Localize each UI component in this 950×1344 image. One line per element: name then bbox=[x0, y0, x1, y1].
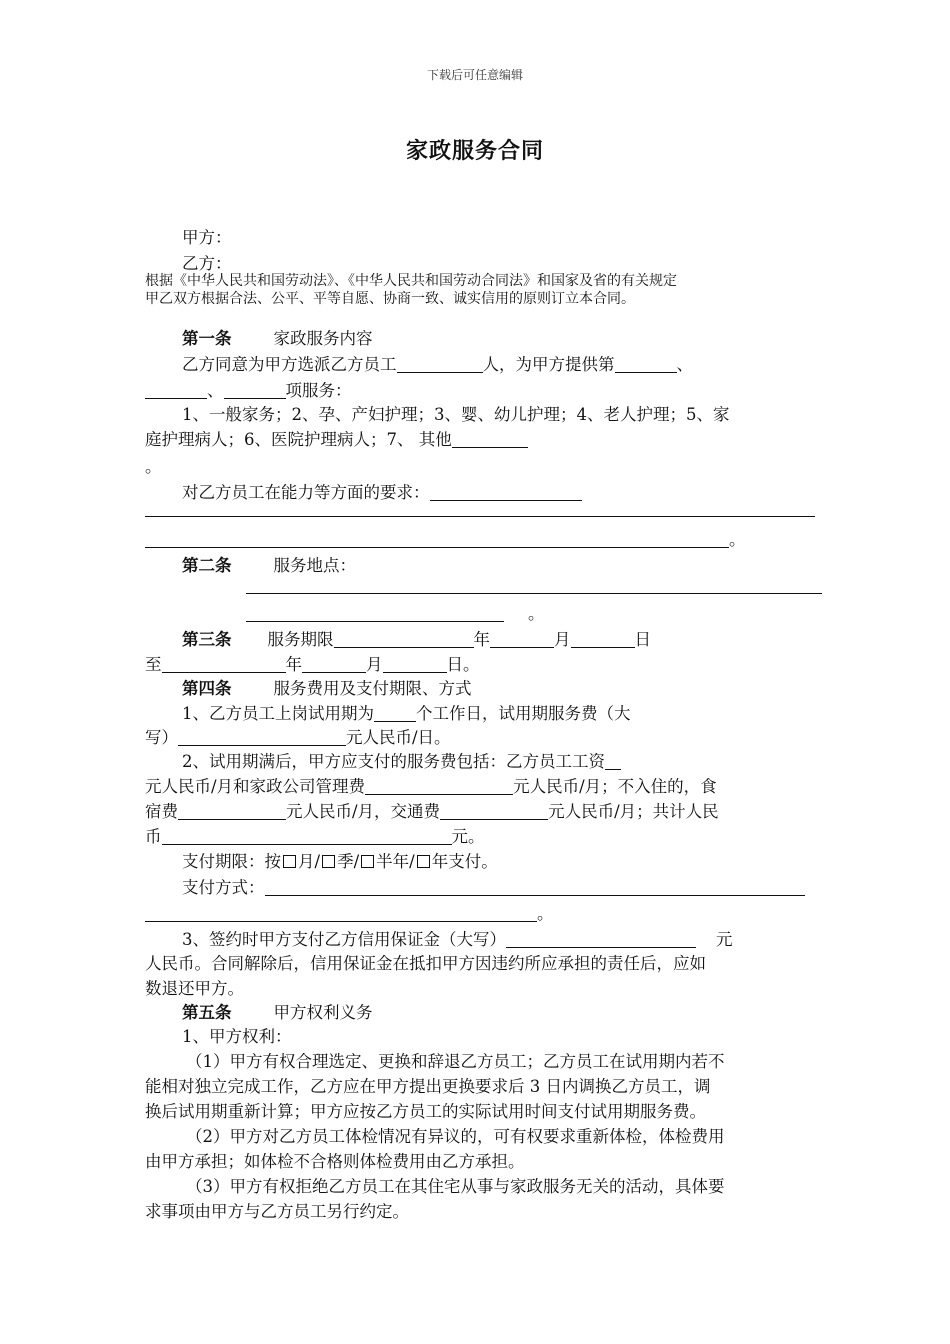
page-title: 家政服务合同 bbox=[405, 138, 544, 164]
article-5-item-1a: （1）甲方有权合理选定、更换和辞退乙方员工；乙方员工在试用期内若不 bbox=[186, 1052, 725, 1071]
location-line-2[interactable] bbox=[246, 604, 504, 622]
article-5-item-3a: （3）甲方有权拒绝乙方员工在其住宅从事与家政服务无关的活动，具体要 bbox=[186, 1177, 725, 1196]
pay-method-line: 支付方式： bbox=[182, 874, 805, 898]
requirements-blank[interactable] bbox=[430, 483, 582, 501]
party-a-line: 甲方： bbox=[182, 228, 232, 247]
management-fee-blank[interactable] bbox=[365, 777, 513, 795]
location-line-1[interactable] bbox=[246, 593, 822, 594]
article-5-item-1c: 换后试用期重新计算；甲方应按乙方员工的实际试用时间支付试用期服务费。 bbox=[145, 1102, 706, 1121]
end-month-blank[interactable] bbox=[302, 655, 366, 673]
article-1-line-1: 乙方同意为甲方选派乙方员工 人，为甲方提供第 、 bbox=[182, 355, 693, 374]
requirements-line-2[interactable] bbox=[145, 530, 729, 548]
quarterly-checkbox[interactable] bbox=[322, 855, 335, 868]
page-header: 下载后可任意编辑 bbox=[426, 68, 523, 82]
article-1-line-2: 、 项服务： bbox=[145, 377, 352, 401]
article-4-line-13: 数退还甲方。 bbox=[145, 979, 244, 998]
article-4-line-3: 2、试用期满后，甲方应支付的服务费包括：乙方员工工资 bbox=[182, 748, 621, 772]
start-year-blank[interactable] bbox=[334, 630, 474, 648]
article-3-title: 第三条 服务期限 年 月 日 bbox=[182, 630, 651, 649]
pay-method-line-2: 。 bbox=[145, 900, 554, 924]
article-4-line-5: 宿费 元人民币/月，交通费 元人民币/月；共计人民 bbox=[145, 802, 719, 821]
party-b-line: 乙方： bbox=[182, 254, 232, 273]
article-4-line-11: 3、签约时甲方支付乙方信用保证金（大写） 元 bbox=[182, 930, 733, 949]
pay-period-line: 支付期限：按 月/ 季/ 半年/ 年支付。 bbox=[182, 852, 498, 871]
trial-fee-blank[interactable] bbox=[178, 728, 346, 746]
article-5-item-2b: 由甲方承担；如体检不合格则体检费用由乙方承担。 bbox=[145, 1152, 525, 1171]
article-1-line-4: 庭护理病人；6、医院护理病人；7、 其他 bbox=[145, 426, 528, 450]
total-fee-blank[interactable] bbox=[162, 827, 452, 845]
article-1-line-6: 对乙方员工在能力等方面的要求： bbox=[182, 479, 582, 503]
requirements-line-1[interactable] bbox=[145, 516, 815, 517]
half-year-checkbox[interactable] bbox=[361, 855, 374, 868]
article-1-heading: 家政服务内容 bbox=[273, 329, 373, 348]
end-day-blank[interactable] bbox=[383, 655, 447, 673]
service-item-blank-2[interactable] bbox=[145, 381, 207, 399]
trial-days-blank[interactable] bbox=[374, 704, 416, 722]
article-5-item-3b: 求事项由甲方与乙方员工另行约定。 bbox=[145, 1202, 409, 1221]
article-4-line-4: 元人民币/月和家政公司管理费 元人民币/月；不入住的，食 bbox=[145, 777, 717, 796]
transport-fee-blank[interactable] bbox=[440, 802, 548, 820]
staff-count-blank[interactable] bbox=[397, 355, 483, 373]
monthly-checkbox[interactable] bbox=[283, 855, 296, 868]
article-1-line-5: 。 bbox=[145, 457, 162, 476]
article-1-line-3: 1、一般家务；2、孕、产妇护理；3、婴、幼儿护理；4、老人护理；5、家 bbox=[182, 405, 730, 424]
wage-blank[interactable] bbox=[605, 752, 621, 770]
article-4-line-2: 写） 元人民币/日。 bbox=[145, 728, 451, 747]
article-3-line-2: 至 年 月 日。 bbox=[145, 655, 480, 674]
start-month-blank[interactable] bbox=[490, 630, 554, 648]
board-fee-blank[interactable] bbox=[178, 802, 286, 820]
other-service-blank[interactable] bbox=[452, 430, 528, 448]
yearly-checkbox[interactable] bbox=[417, 855, 430, 868]
service-item-blank-3[interactable] bbox=[224, 381, 286, 399]
article-4-title: 第四条 服务费用及支付期限、方式 bbox=[182, 679, 472, 698]
article-4-line-6: 币 元。 bbox=[145, 827, 485, 846]
article-2-title: 第二条 服务地点： bbox=[182, 556, 356, 575]
article-5-item-2a: （2）甲方对乙方员工体检情况有异议的，可有权要求重新体检，体检费用 bbox=[186, 1127, 725, 1146]
start-day-blank[interactable] bbox=[571, 630, 635, 648]
article-2-line-2: 。 bbox=[246, 600, 545, 624]
article-5-sub-1: 1、甲方权利： bbox=[182, 1027, 292, 1046]
preamble-line-1: 根据《中华人民共和国劳动法》、《中华人民共和国劳动合同法》和国家及省的有关规定 bbox=[145, 273, 677, 289]
article-1-line-8: 。 bbox=[145, 526, 746, 550]
preamble-line-2: 甲乙双方根据合法、公平、平等自愿、协商一致、诚实信用的原则订立本合同。 bbox=[145, 291, 635, 307]
end-year-blank[interactable] bbox=[162, 655, 286, 673]
article-5-item-1b: 能相对独立完成工作，乙方应在甲方提出更换要求后 3 日内调换乙方员工，调 bbox=[145, 1077, 711, 1096]
deposit-blank[interactable] bbox=[506, 930, 696, 948]
article-4-line-1: 1、乙方员工上岗试用期为 个工作日，试用期服务费（大 bbox=[182, 704, 631, 723]
article-5-title: 第五条 甲方权利义务 bbox=[182, 1003, 373, 1022]
service-item-blank-1[interactable] bbox=[615, 355, 677, 373]
pay-method-blank-2[interactable] bbox=[145, 904, 537, 922]
article-1-title bbox=[182, 325, 373, 349]
pay-method-blank[interactable] bbox=[265, 878, 805, 896]
article-4-line-12: 人民币。合同解除后，信用保证金在抵扣甲方因违约所应承担的责任后，应如 bbox=[145, 954, 706, 973]
article-1-label: 第一条 bbox=[182, 329, 232, 348]
